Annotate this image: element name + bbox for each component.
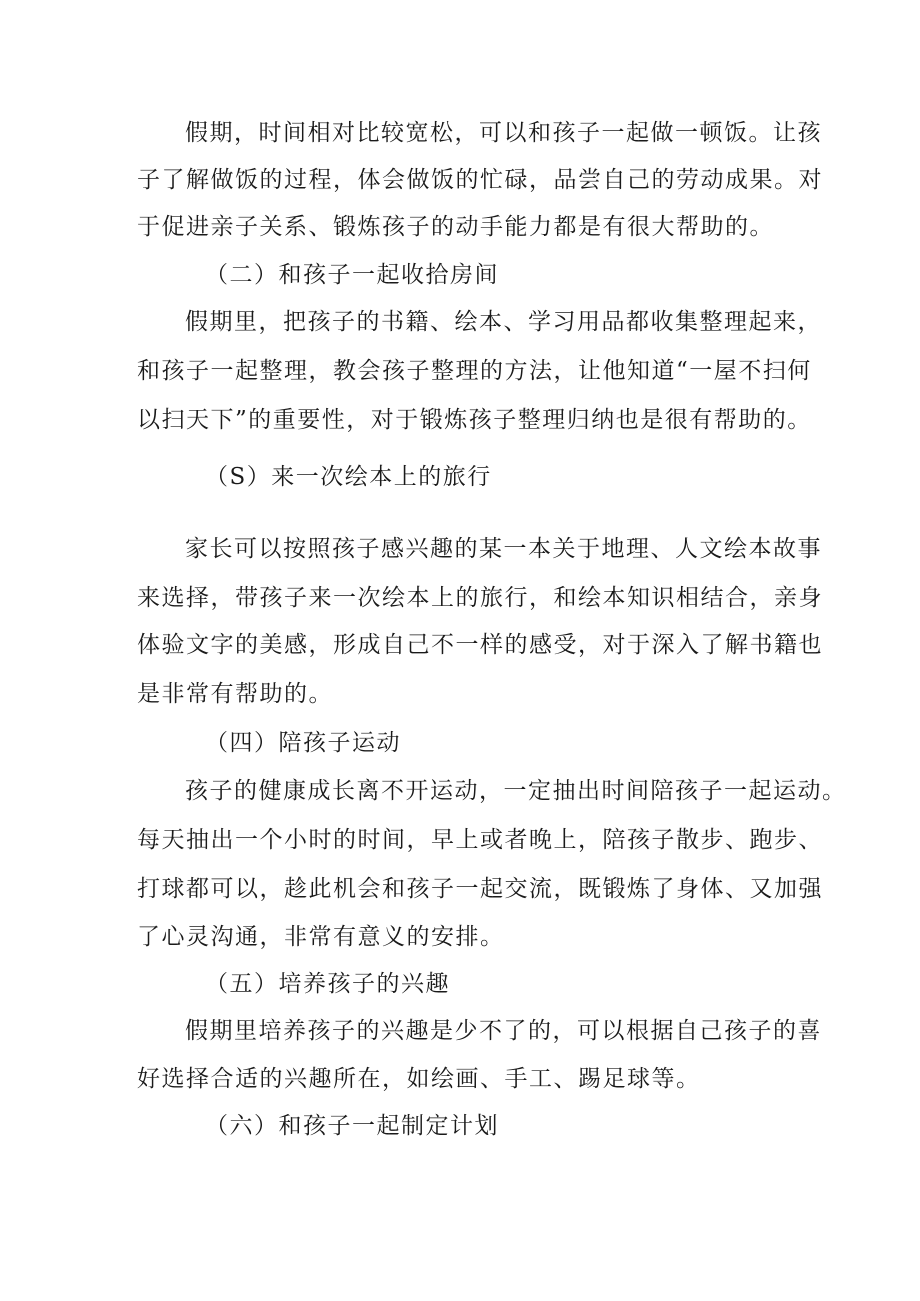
section-heading: （二）和孩子一起收拾房间 [205, 262, 499, 288]
paragraph-line: 好选择合适的兴趣所在，如绘画、手工、踢足球等。 [137, 1066, 701, 1092]
paragraph-line: 假期，时间相对比较宽松，可以和孩子一起做一顿饭。让孩 [185, 120, 822, 146]
paragraph-line: 打球都可以，趁此机会和孩子一起交流，既锻炼了身体、又加强 [137, 876, 823, 902]
section-heading: （四）陪孩子运动 [205, 730, 401, 756]
paragraph-line: 是非常有帮助的。 [137, 681, 333, 707]
section-heading: （六）和孩子一起制定计划 [205, 1113, 499, 1139]
paragraph-line: 假期里培养孩子的兴趣是少不了的，可以根据自己孩子的喜 [185, 1018, 822, 1044]
section-heading: （五）培养孩子的兴趣 [205, 971, 450, 997]
paragraph-line: 和孩子一起整理，教会孩子整理的方法，让他知道“一屋不扫何 [137, 358, 812, 384]
paragraph-line: 体验文字的美感，形成自己不一样的感受，对于深入了解书籍也 [137, 632, 823, 658]
paragraph-line: 了心灵沟通，非常有意义的安排。 [137, 924, 505, 950]
section-heading: （S）来一次绘本上的旅行 [205, 464, 492, 490]
paragraph-line: 子了解做饭的过程，体会做饭的忙碌，品尝自己的劳动成果。对 [137, 167, 823, 193]
paragraph-line: 假期里，把孩子的书籍、绘本、学习用品都收集整理起来， [185, 309, 822, 335]
paragraph-line: 来选择，带孩子来一次绘本上的旅行，和绘本知识相结合，亲身 [137, 585, 823, 611]
paragraph-line: 每天抽出一个小时的时间，早上或者晚上，陪孩子散步、跑步、 [137, 827, 823, 853]
paragraph-line: 孩子的健康成长离不开运动，一定抽出时间陪孩子一起运动。 [185, 778, 847, 804]
paragraph-line: 家长可以按照孩子感兴趣的某一本关于地理、人文绘本故事 [185, 536, 822, 562]
paragraph-line: 于促进亲子关系、锻炼孩子的动手能力都是有很大帮助的。 [137, 214, 774, 240]
paragraph-line: 以扫天下”的重要性，对于锻炼孩子整理归纳也是很有帮助的。 [137, 407, 812, 433]
